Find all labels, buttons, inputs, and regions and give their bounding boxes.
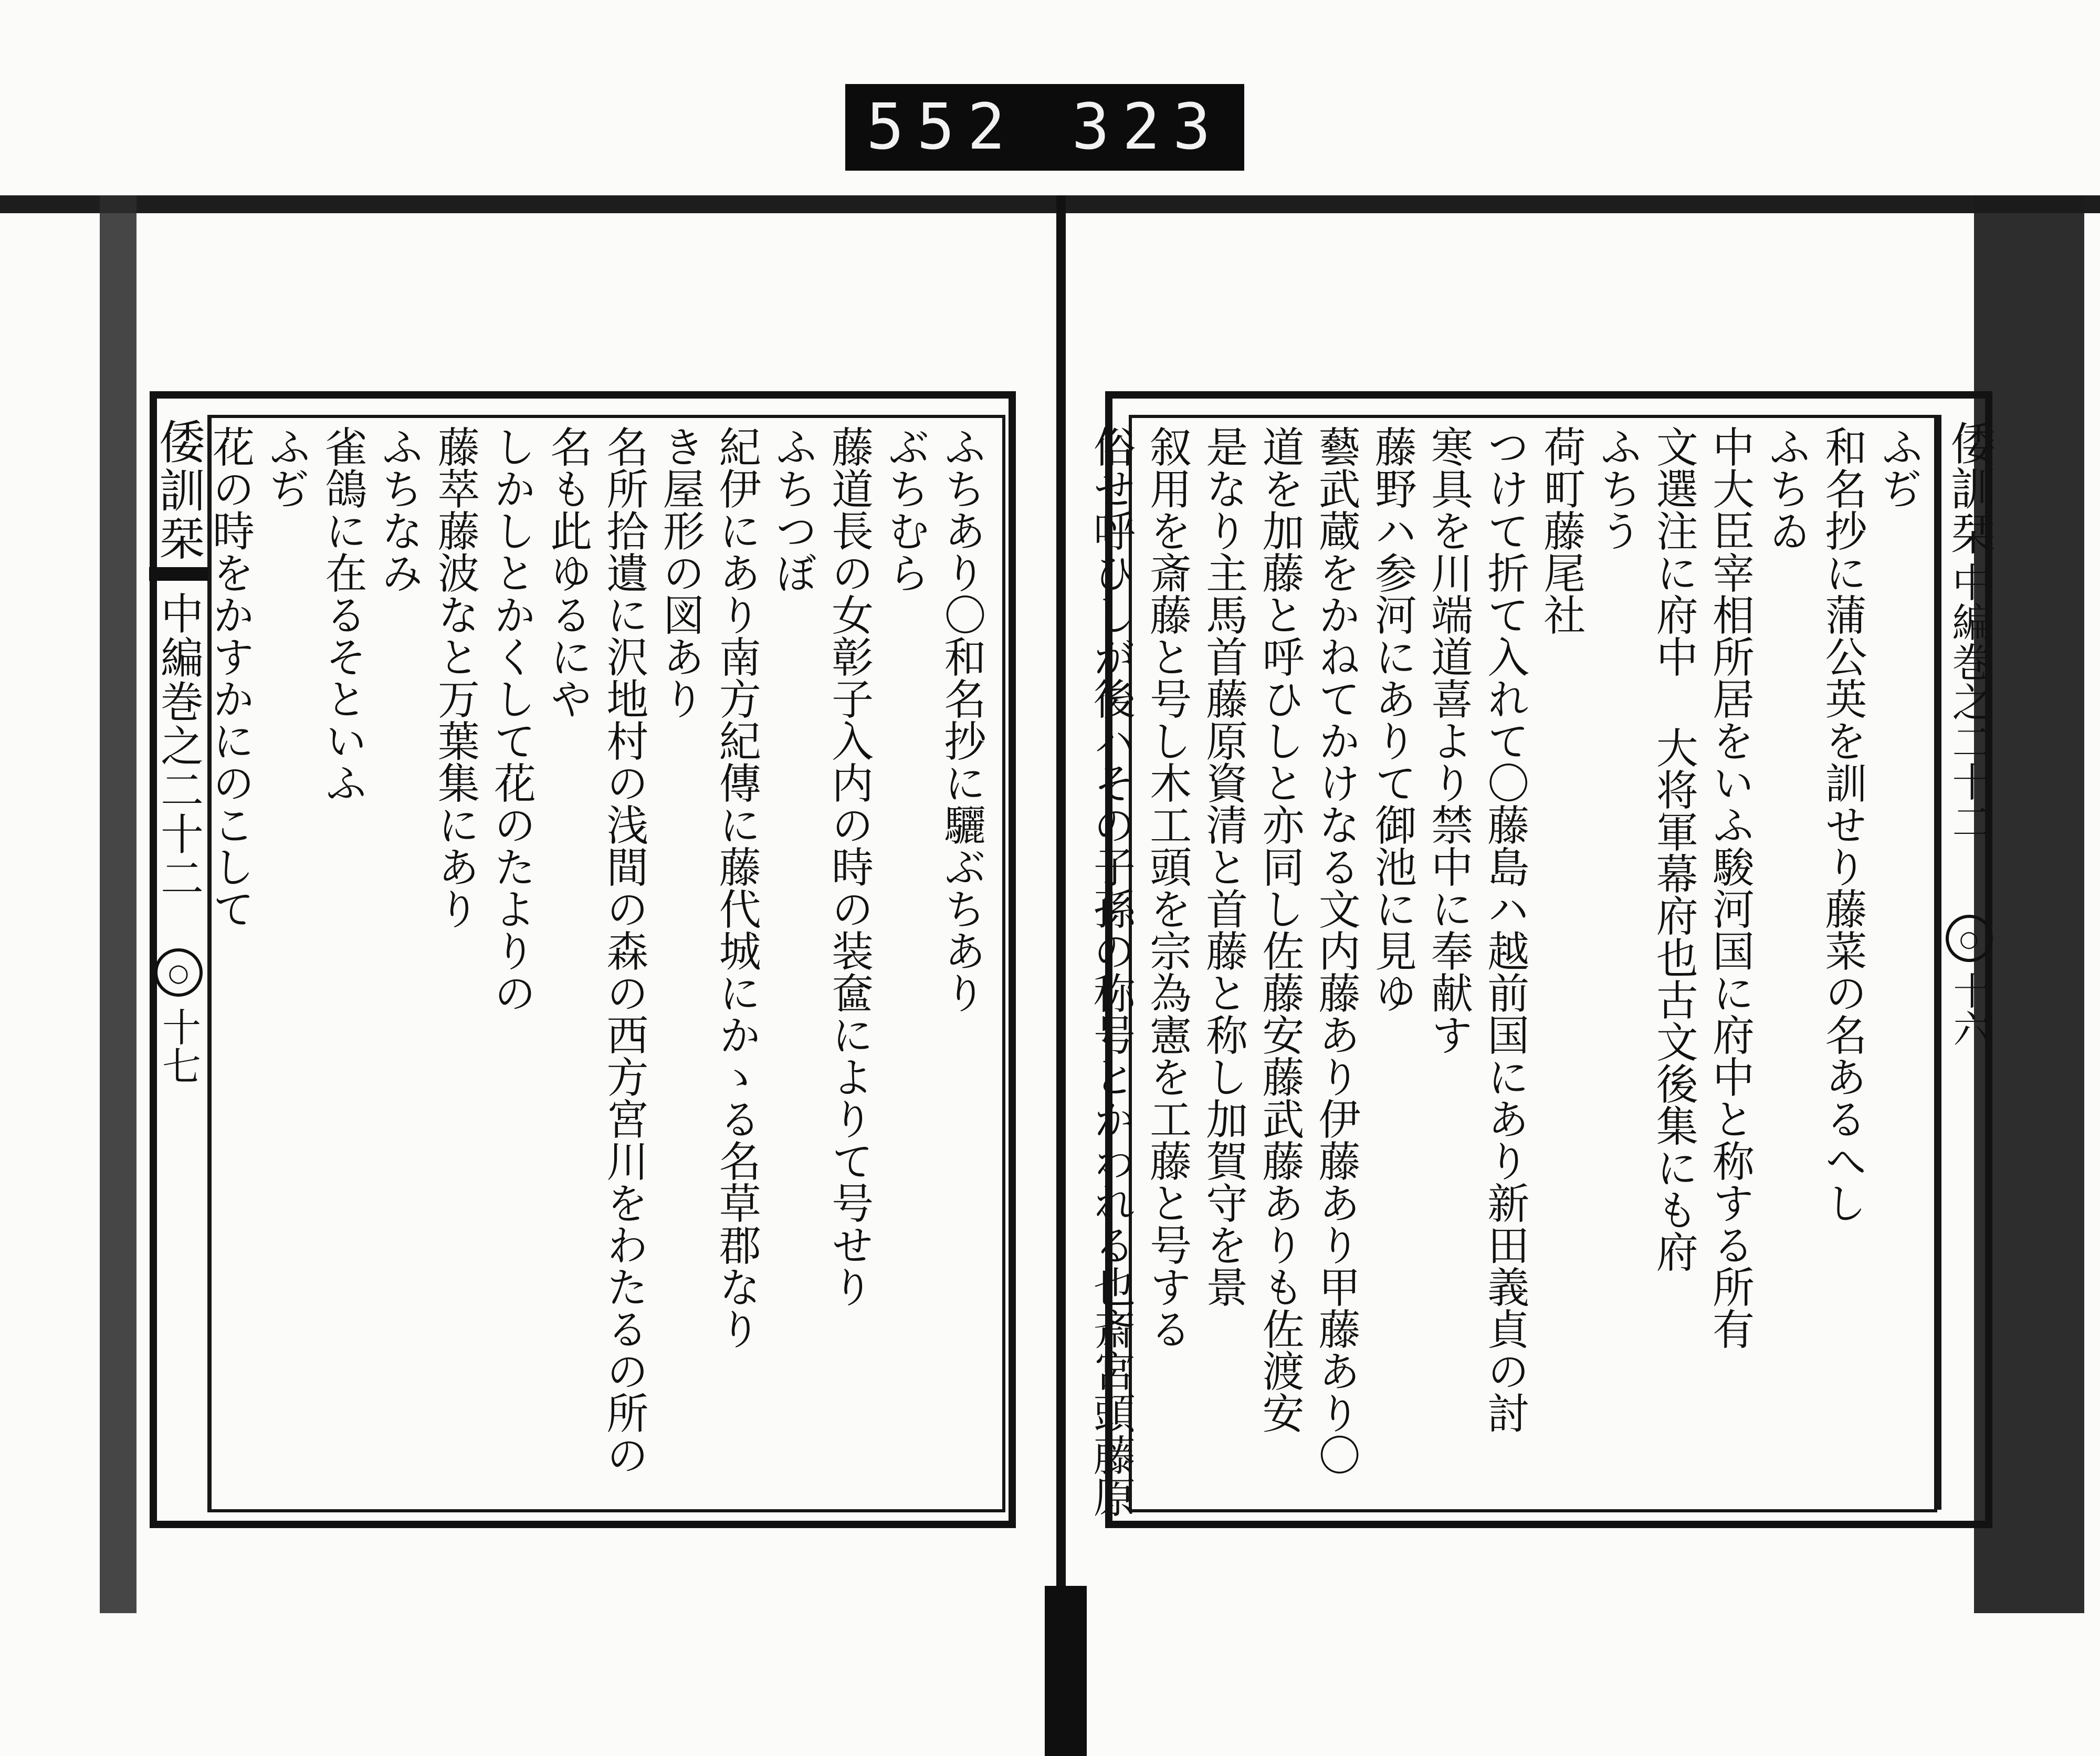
left-folio-circle: ○ [154,948,203,997]
right-page-number: 十六 [1947,971,1991,1047]
book-spine [1056,195,1066,1655]
left-header-divider [149,567,208,581]
top-label [845,84,1244,171]
right-header-main: 倭訓栞 [1942,420,1996,556]
right-header-sub: 中編巻之二十二 [1946,562,1992,841]
right-page-text: ふぢ 和名抄に蒲公英を訓せり藤菜の名あるへし ふちゐ 中大臣宰相所居をいふ駿河国に府中と称する所有 文選注に府中 大将軍幕府也古文後集にも府 ふちう 荷町藤尾社 つけて折て入れて〇藤島ハ越前国にあり新田義貞の討 寒具を川端道喜より禁中に奉献す 藤野ハ参河にありて御池に見ゆ 藝武蔵をかねてかけなる文内藤あり伊藤あり甲藤あり〇 道を加藤と呼ひしと亦同し佐藤安藤武藤ありも佐渡安 是なり主馬首藤原資清と首藤と称し加賀守を景 叙用を斎藤と号し木工頭を宗為憲を工藤と号する 俗せ呼ひしが後ハその子孫の称号とかわれる也斎宮頭藤原 [1086,425,1923,1518]
left-page-text: ふちあり〇和名抄に驪ぶちあり ぶちむら 藤道長の女彰子入内の時の装奩によりて号せり ふちつぼ 紀伊にあり南方紀傳に藤代城にかゝる名草郡なり き屋形の図あり 名所拾遺に沢地村の浅間の森の西方宮川をわたるの所の 名も此ゆるにや しかしとかくして花のたよりの 藤萃藤波なと万葉集にあり ふちなみ 雀鴿に在るそといふ ふぢ 花の時をかすかにのこして [205,425,986,1476]
right-folio-circle: ○ [1946,915,1993,962]
left-catalog-number: 552 [866,91,1018,164]
left-page-edge [100,195,136,1613]
left-page-number: 十七 [156,1007,201,1085]
right-catalog-number: 323 [1072,91,1223,164]
left-header-main: 倭訓栞 [152,418,206,563]
right-page-header [1937,415,1997,1510]
spine-base [1045,1586,1087,1756]
left-header-sub: 中編巻之二十二 [153,591,204,900]
